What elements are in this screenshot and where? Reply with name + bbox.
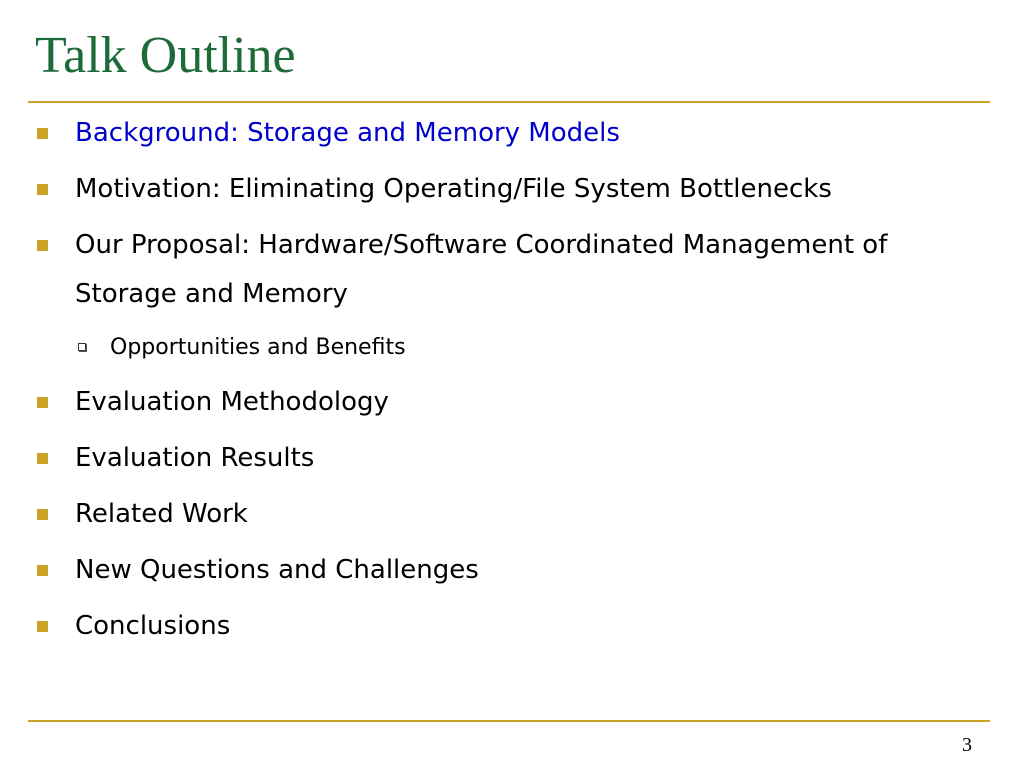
square-bullet-icon — [37, 621, 48, 632]
square-bullet-icon — [37, 397, 48, 408]
outline-item-label: Related Work — [75, 499, 248, 529]
outline-item-label-line2: Storage and Memory — [75, 279, 348, 309]
title-divider — [28, 101, 990, 103]
outline-item-label: Evaluation Methodology — [75, 387, 389, 417]
outline-item-label: Conclusions — [75, 611, 231, 641]
square-bullet-icon — [37, 128, 48, 139]
square-bullet-icon — [37, 509, 48, 520]
outline-item-label-line1: Our Proposal: Hardware/Software Coordinated Management of — [75, 230, 888, 260]
hollow-square-bullet-icon — [78, 343, 86, 351]
square-bullet-icon — [37, 453, 48, 464]
outline-item-label: New Questions and Challenges — [75, 555, 479, 585]
footer-divider — [28, 720, 990, 722]
square-bullet-icon — [37, 240, 48, 251]
outline-item-label: Background: Storage and Memory Models — [75, 118, 620, 148]
slide-title: Talk Outline — [35, 27, 296, 84]
outline-item-label: Motivation: Eliminating Operating/File System Bottlenecks — [75, 174, 832, 204]
outline-subitem-label: Opportunities and Benefits — [110, 335, 406, 360]
square-bullet-icon — [37, 184, 48, 195]
page-number: 3 — [962, 734, 972, 756]
outline-item-label: Evaluation Results — [75, 443, 315, 473]
square-bullet-icon — [37, 565, 48, 576]
